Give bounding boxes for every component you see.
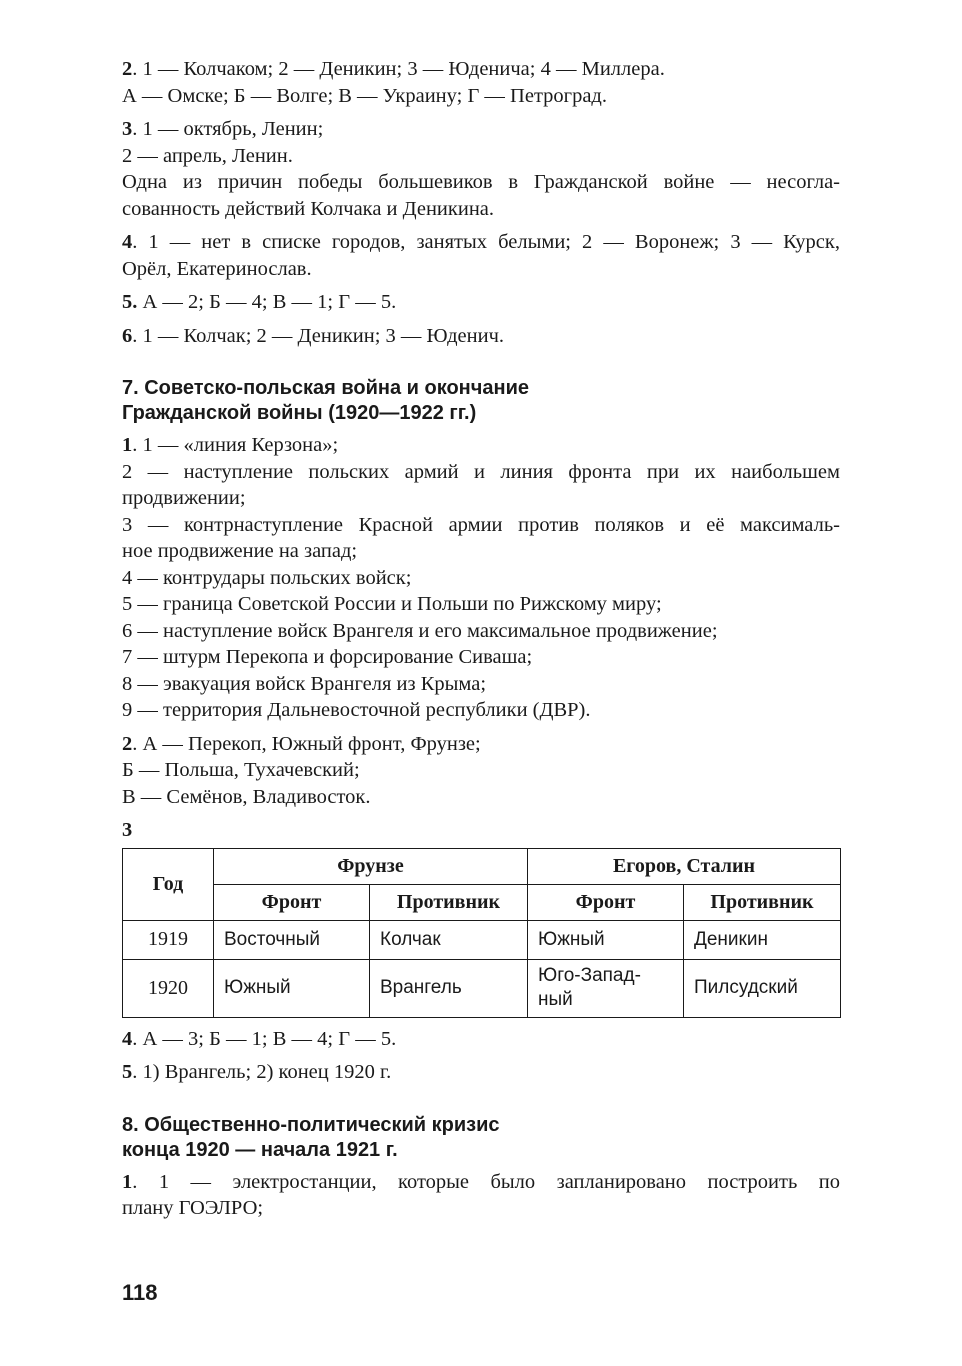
table-row xyxy=(123,920,841,959)
answer-text: Б — Польша, Тухачевский; xyxy=(122,759,360,781)
answer-text: Одна из причин победы большевиков в Гражданской войне — несогла- xyxy=(122,171,840,193)
answer-text: 6 — наступление войск Врангеля и его максимальное продвижение; xyxy=(122,619,718,642)
header-year: Год xyxy=(123,848,214,920)
answer-8-1 xyxy=(122,1169,840,1222)
cell-enemy: Деникин xyxy=(684,920,841,959)
answer-text: 3 — контрнаступление Красной армии против поляков и её максималь- xyxy=(122,513,840,536)
answer-text: 9 — территория Дальневосточной республики (ДВР). xyxy=(122,699,591,721)
answer-text: . 1) Врангель; 2) конец 1920 г. xyxy=(132,1061,392,1083)
answer-text: 2 — наступление польских армий и линия фронта при их наибольшем xyxy=(122,460,840,483)
answer-number: 1 xyxy=(122,1170,133,1193)
answer-text: Орёл, Екатеринослав. xyxy=(122,257,312,280)
header-front: Фронт xyxy=(528,884,684,920)
answer-number: 4 xyxy=(122,1027,133,1050)
section-heading-8 xyxy=(122,1113,840,1163)
answer-7-2 xyxy=(122,731,840,811)
answer-text: 4 — контрудары польских войск; xyxy=(122,566,412,589)
page-number: 118 xyxy=(122,1280,158,1305)
page-content xyxy=(122,56,840,1229)
answer-text: . А — Перекоп, Южный фронт, Фрунзе; xyxy=(132,732,481,755)
answer-6-6 xyxy=(122,323,840,350)
answer-text: . 1 — электростанции, которые было запланировано построить по xyxy=(132,1170,840,1193)
header-enemy: Противник xyxy=(370,884,528,920)
answer-6-3 xyxy=(122,116,840,222)
header-enemy: Противник xyxy=(684,884,841,920)
answer-number: 1 xyxy=(122,434,133,456)
answer-number: 3 xyxy=(122,118,133,140)
answer-text: плану ГОЭЛРО; xyxy=(122,1197,264,1219)
answer-number: 3 xyxy=(122,819,133,841)
cell-enemy: Пилсудский xyxy=(684,959,841,1017)
heading-line: Гражданской войны (1920—1922 гг.) xyxy=(122,402,477,424)
answer-text: сованность действий Колчака и Деникина. xyxy=(122,197,495,220)
table-row xyxy=(123,959,841,1017)
answer-text: . А — 3; Б — 1; В — 4; Г — 5. xyxy=(132,1027,397,1050)
answer-text: А — 2; Б — 4; В — 1; Г — 5. xyxy=(137,291,397,313)
answer-number: 4 xyxy=(122,231,133,253)
answer-text: 8 — эвакуация войск Врангеля из Крыма; xyxy=(122,672,487,695)
cell-front-line: Юго-Запад- xyxy=(538,965,641,986)
answer-number: 6 xyxy=(122,324,133,347)
answer-text: . 1 — октябрь, Ленин; xyxy=(132,118,324,140)
answer-6-2 xyxy=(122,56,840,109)
table-header-row xyxy=(123,884,841,920)
cell-year: 1919 xyxy=(123,920,214,959)
header-group-frunze: Фрунзе xyxy=(214,848,528,884)
table-header-row xyxy=(123,848,841,884)
answer-number: 2 xyxy=(122,732,133,755)
answer-text: В — Семёнов, Владивосток. xyxy=(122,785,371,808)
answer-7-5 xyxy=(122,1059,840,1086)
answer-number: 5 xyxy=(122,1061,133,1083)
cell-front: Южный xyxy=(214,959,370,1017)
answer-text: 7 — штурм Перекопа и форсирование Сиваша; xyxy=(122,646,533,668)
cell-year: 1920 xyxy=(123,959,214,1017)
cell-front: Южный xyxy=(528,920,684,959)
answer-number: 5. xyxy=(122,291,138,313)
cell-enemy: Колчак xyxy=(370,920,528,959)
answer-7-4 xyxy=(122,1026,840,1053)
answer-6-4 xyxy=(122,229,840,282)
answer-text: . 1 — Колчаком; 2 — Деникин; 3 — Юденича; 4 — Миллера. xyxy=(132,58,665,80)
answer-text: . 1 — Колчак; 2 — Деникин; 3 — Юденич. xyxy=(132,324,505,347)
cell-front-line: ный xyxy=(538,989,573,1010)
answer-7-1 xyxy=(122,432,840,724)
answer-text: ное продвижение на запад; xyxy=(122,540,358,562)
answer-number: 2 xyxy=(122,58,133,80)
cell-enemy: Врангель xyxy=(370,959,528,1017)
answer-table xyxy=(122,848,841,1018)
heading-line: конца 1920 — начала 1921 г. xyxy=(122,1138,398,1161)
heading-line: 8. Общественно-политический кризис xyxy=(122,1113,500,1136)
answer-text: 2 — апрель, Ленин. xyxy=(122,144,293,167)
answer-text: . 1 — «линия Керзона»; xyxy=(132,434,339,456)
cell-front: Восточный xyxy=(214,920,370,959)
answer-6-5 xyxy=(122,289,840,316)
cell-front xyxy=(528,959,684,1017)
answer-7-3 xyxy=(122,817,840,844)
answer-text: А — Омске; Б — Волге; В — Украину; Г — Петроград. xyxy=(122,84,607,107)
section-heading-7 xyxy=(122,376,840,426)
heading-line: 7. Советско-польская война и окончание xyxy=(122,377,529,399)
header-group-egorov-stalin: Егоров, Сталин xyxy=(528,848,841,884)
answer-text: . 1 — нет в списке городов, занятых белыми; 2 — Воронеж; 3 — Курск, xyxy=(132,231,840,253)
header-front: Фронт xyxy=(214,884,370,920)
answer-text: продвижении; xyxy=(122,487,246,509)
answer-text: 5 — граница Советской России и Польши по Рижскому миру; xyxy=(122,593,662,615)
